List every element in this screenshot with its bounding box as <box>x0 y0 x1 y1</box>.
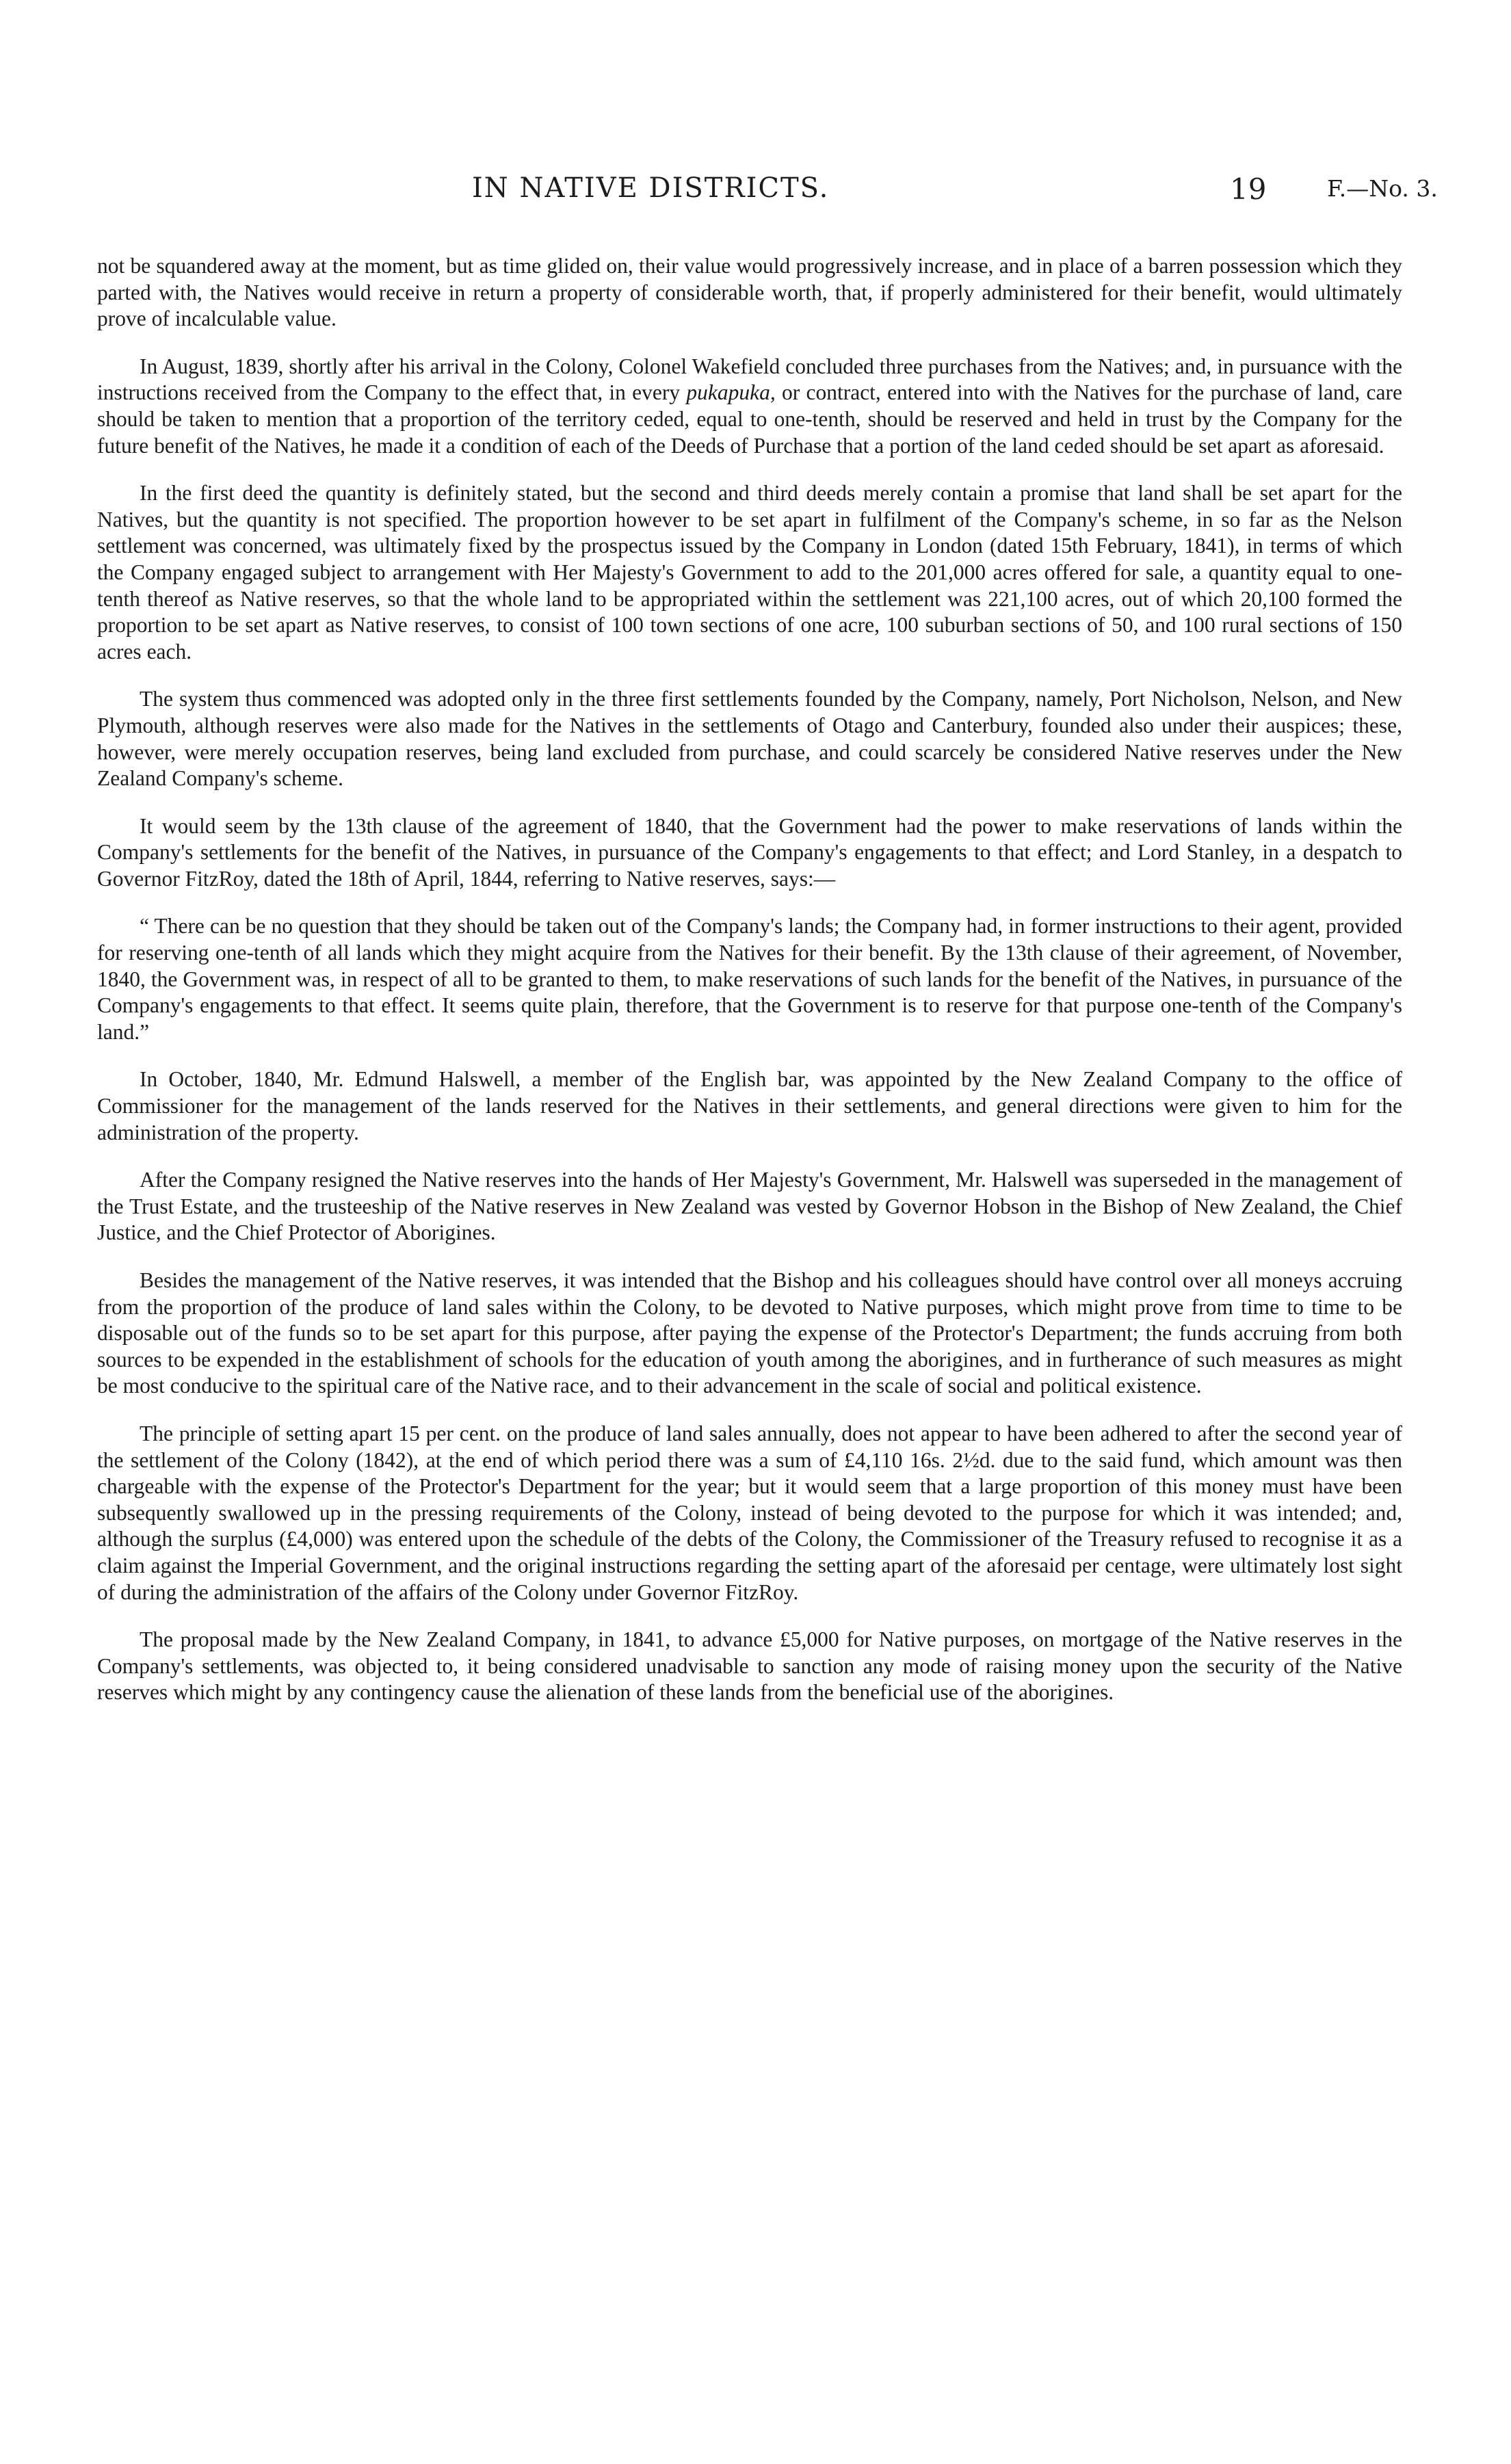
page-header <box>0 172 1511 213</box>
running-title: IN NATIVE DISTRICTS. <box>472 172 830 204</box>
paragraph-8: After the Company resigned the Native reserves into the hands of Her Majesty's Government, Mr. Halswell was superseded in the management of the Trust Estate, and the trusteeship of the Native reserves in New Zealand was vested by Governor Hobson in the Bishop of New Zealand, the Chief Justice, and the Chief Protector of Aborigines. <box>97 1168 1402 1245</box>
paragraph-2-text-a: In August, 1839, shortly after his arrival in the Colony, Colonel Wakefield concluded three purchases from the Natives; and, in pursuance with the instructions received from the Company to the effect that, in every <box>97 354 1402 405</box>
paragraph-2-text-b: or contract, entered into with the Natives for the purchase of land, care should be taken to mention that a proportion of the territory ceded, equal to one-tenth, should be reserved and held in trust by the Company for the future benefit of the Natives, he made it a condition of each of the Deeds of Purchase that a portion of the land ceded should be set apart as aforesaid. <box>97 380 1402 458</box>
paragraph-3: In the first deed the quantity is definitely stated, but the second and third deeds merely contain a promise that land shall be set apart for the Natives, but the quantity is not specified. The proportion however to be set apart in fulfilment of the Company's scheme, in so far as the Nelson settlement was concerned, was ultimately fixed by the prospectus issued by the Company in London (dated 15th February, 1841), in terms of which the Company engaged subject to arrangement with Her Majesty's Government to add to the 201,000 acres offered for sale, a quantity equal to one-tenth thereof as Native reserves, so that the whole land to be appropriated within the settlement was 221,100 acres, out of which 20,100 formed the proportion to be set apart as Native reserves, to consist of 100 town sections of one acre, 100 suburban sections of 50, and 100 rural sections of 150 acres each. <box>97 481 1402 664</box>
paragraph-10: The principle of setting apart 15 per cent. on the produce of land sales annually, does not appear to have been adhered to after the second year of the settlement of the Colony (1842), at the end of which period there was a sum of £4,110 16s. 2½d. due to the said fund, which amount was then chargeable with the expense of the Protector's Department for the year; but it would seem that a large proportion of this money must have been subsequently swallowed up in the pressing requirements of the Colony, instead of being devoted to the purpose for which it was intended; and, although the surplus (£4,000) was entered upon the schedule of the debts of the Colony, the Commissioner of the Treasury refused to recognise it as a claim against the Imperial Government, and the original instructions regarding the setting apart of the aforesaid per centage, were ultimately lost sight of during the administration of the affairs of the Colony under Governor FitzRoy. <box>97 1421 1402 1604</box>
document-body <box>97 253 1402 1727</box>
paragraph-5: It would seem by the 13th clause of the agreement of 1840, that the Government had the power to make reservations of lands within the Company's settlements for the benefit of the Natives, in pursuance of the Company's engagements to that effect; and Lord Stanley, in a despatch to Governor FitzRoy, dated the 18th of April, 1844, referring to Native reserves, says:— <box>97 813 1402 891</box>
paragraph-11: The proposal made by the New Zealand Company, in 1841, to advance £5,000 for Native purposes, on mortgage of the Native reserves in the Company's settlements, was objected to, it being considered unadvisable to sanction any mode of raising money upon the security of the Native reserves which might by any contingency cause the alienation of these lands from the beneficial use of the aborigines. <box>97 1627 1402 1705</box>
paragraph-2-italic-term: pukapuka, <box>686 380 776 405</box>
quoted-despatch: “ There can be no question that they should be taken out of the Company's lands; the Company had, in former instructions to their agent, provided for reserving one-tenth of all lands which they might acquire from the Natives for their benefit. By the 13th clause of their agreement, of November, 1840, the Government was, in respect of all to be granted to them, to make reservations of such lands for the benefit of the Natives, in pursuance of the Company's engagements to that effect. It seems quite plain, therefore, that the Government is to reserve for that purpose one-tenth of the Company's land.” <box>97 914 1402 1044</box>
paragraph-1: not be squandered away at the moment, but as time glided on, their value would progressively increase, and in place of a barren possession which they parted with, the Natives would receive in return a property of considerable worth, that, if properly administered for their benefit, would ultimately prove of incalculable value. <box>97 254 1402 331</box>
page-number: 19 <box>1230 172 1267 206</box>
paragraph-2 <box>97 354 1402 459</box>
document-reference: F.—No. 3. <box>1327 175 1438 202</box>
paragraph-7: In October, 1840, Mr. Edmund Halswell, a member of the English bar, was appointed by the New Zealand Company to the office of Commissioner for the management of the lands reserved for the Natives in their settlements, and general directions were given to him for the administration of the property. <box>97 1067 1402 1144</box>
paragraph-9: Besides the management of the Native reserves, it was intended that the Bishop and his colleagues should have control over all moneys accruing from the proportion of the produce of land sales within the Colony, to be devoted to Native purposes, which might prove from time to time to be disposable out of the funds so to be set apart for this purpose, after paying the expense of the Protector's Department; the funds accruing from both sources to be expended in the establishment of schools for the education of youth among the aborigines, and in furtherance of such measures as might be most conducive to the spiritual care of the Native race, and to their advancement in the scale of social and political existence. <box>97 1268 1402 1398</box>
paragraph-4: The system thus commenced was adopted only in the three first settlements founded by the Company, namely, Port Nicholson, Nelson, and New Plymouth, although reserves were also made for the Natives in the settlements of Otago and Canterbury, founded also under their auspices; these, however, were merely occupation reserves, being land excluded from purchase, and could scarcely be considered Native reserves under the New Zealand Company's scheme. <box>97 687 1402 791</box>
